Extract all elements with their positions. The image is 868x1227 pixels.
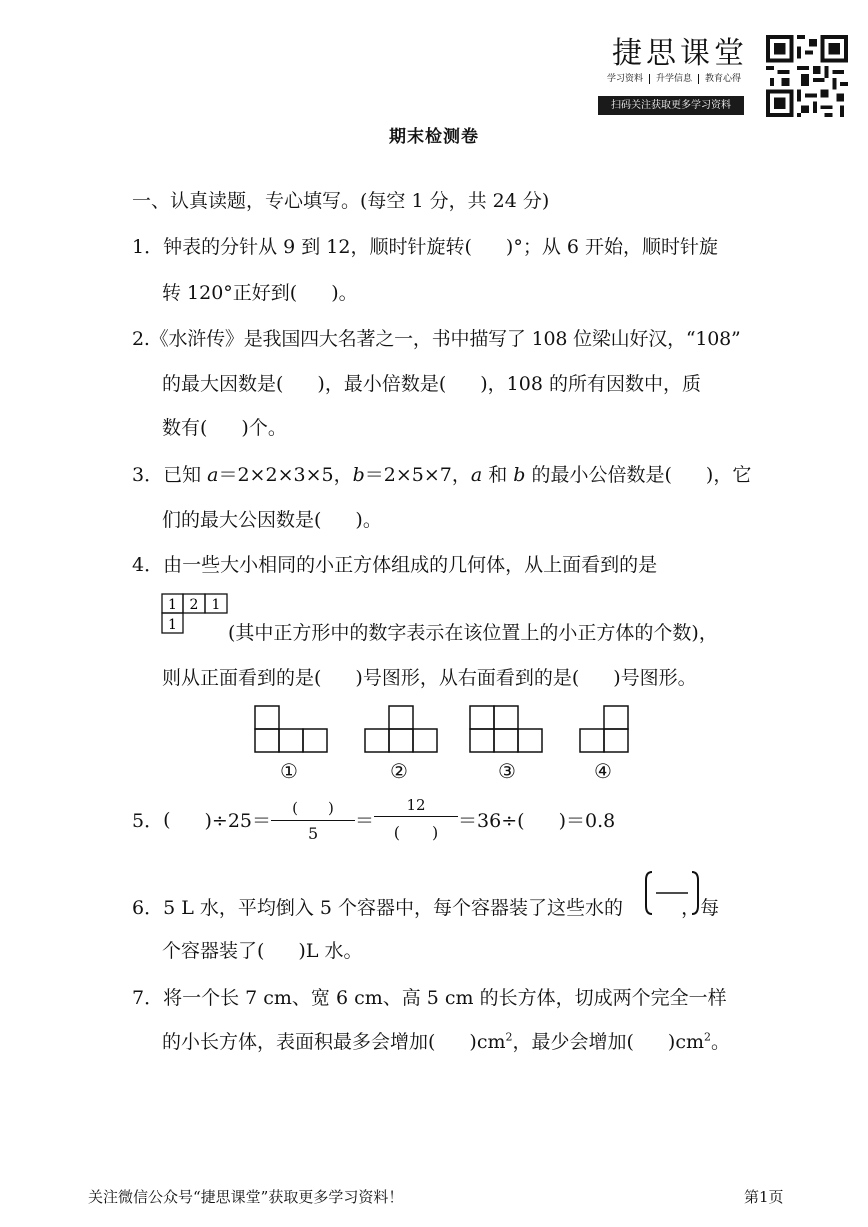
question-4-line-1: [132, 550, 657, 577]
question-text: ＝36÷(: [458, 810, 525, 832]
question-text: )，108 的所有因数中，质: [480, 373, 701, 395]
qr-code-icon: [766, 35, 848, 117]
question-text: 和: [482, 464, 514, 486]
question-6-line-2: [162, 936, 363, 963]
question-text: (: [163, 808, 171, 831]
question-text: )°；从 6 开始，顺时针旋: [505, 236, 718, 258]
question-text: 已知: [163, 464, 208, 486]
superscript: 2: [704, 1030, 711, 1044]
fraction-numerator[interactable]: ( ): [271, 797, 355, 821]
question-text: ，最少会增加(: [512, 1031, 634, 1053]
question-number: 7．: [132, 987, 164, 1009]
question-text: 。: [711, 1031, 731, 1053]
question-number: 3．: [132, 464, 164, 486]
fraction-1: [271, 797, 355, 843]
brand-bar: 扫码关注获取更多学习资料: [598, 96, 744, 115]
variable-a: a: [207, 464, 219, 486]
question-7-line-2: [162, 1027, 730, 1054]
question-2-line-3: [162, 413, 287, 440]
question-text: )，它: [705, 464, 752, 486]
question-text: 们的最大公因数是(: [162, 509, 322, 531]
question-text: )÷25＝: [204, 810, 272, 832]
question-number: 1．: [132, 236, 164, 258]
question-1-line-2: [162, 278, 358, 305]
grid-cell-value: 1: [211, 597, 221, 613]
variable-b: b: [352, 464, 365, 486]
fraction-2: [374, 796, 458, 843]
question-text: )号图形，从右面看到的是(: [355, 667, 580, 689]
figure-label: ④: [594, 759, 612, 783]
question-3-line-2: [162, 505, 382, 532]
question-3-line-1: [132, 460, 751, 487]
top-view-grid: [161, 593, 231, 641]
page-title: 期末检测卷: [389, 127, 479, 147]
grid-cell-value: 1: [168, 597, 177, 613]
grid-cell-value: 1: [168, 617, 177, 633]
question-text: 数有(: [162, 417, 208, 439]
variable-b: b: [513, 464, 526, 486]
fraction-denominator: 5: [307, 823, 319, 843]
question-1-line-1: [132, 232, 718, 259]
question-6-line-1: [132, 893, 719, 920]
question-number: 4．: [132, 554, 164, 576]
section-heading: 一、认真读题，专心填写。(每空 1 分，共 24 分): [132, 190, 550, 212]
question-text: )号图形。: [613, 667, 697, 689]
question-text: )cm: [469, 1031, 506, 1053]
brand-tags: [601, 74, 747, 84]
question-text: )。: [355, 509, 382, 531]
figure-label: ②: [390, 759, 408, 783]
question-text: 《水浒传》是我国四大名著之一，书中描写了 108 位梁山好汉，“108”: [149, 328, 741, 350]
question-text: 转 120°正好到(: [162, 282, 298, 304]
superscript: 2: [505, 1030, 513, 1044]
figure-1: [254, 705, 328, 753]
brand-tag: 教育心得: [705, 74, 742, 84]
question-text: ，每: [681, 897, 720, 919]
question-text: 钟表的分针从 9 到 12，顺时针旋转(: [163, 236, 472, 258]
question-text: ＝2×2×3×5，: [218, 464, 353, 486]
question-text: )个。: [241, 417, 287, 439]
question-text: 的小长方体，表面积最多会增加(: [162, 1031, 436, 1053]
figure-2: [364, 705, 438, 753]
brand-tag: 学习资料: [601, 74, 650, 84]
question-text: 由一些大小相同的小正方体组成的几何体，从上面看到的是: [163, 554, 658, 576]
question-text: )，最小倍数是(: [317, 373, 447, 395]
question-text: )＝0.8: [558, 810, 616, 832]
fraction-denominator[interactable]: ( ): [393, 823, 439, 842]
question-text: 的最小公倍数是(: [525, 464, 672, 486]
figure-label: ③: [498, 759, 516, 783]
question-text: )。: [331, 282, 358, 304]
question-text: )L 水。: [298, 940, 363, 962]
question-5-line: [132, 796, 615, 843]
question-text: 5 L 水，平均倒入 5 个容器中，每个容器装了这些水的: [163, 897, 624, 919]
footer-note: 关注微信公众号“捷思课堂”获取更多学习资料！: [88, 1188, 404, 1206]
figure-4: [579, 705, 629, 753]
question-text: 将一个长 7 cm、宽 6 cm、高 5 cm 的长方体，切成两个完全一样: [163, 987, 727, 1009]
question-text: ＝: [355, 810, 375, 832]
question-4-line-2: (其中正方形中的数字表示在该位置上的小正方体的个数)，: [228, 622, 718, 644]
question-text: 个容器装了(: [162, 940, 265, 962]
grid-cell-value: 2: [189, 597, 199, 613]
question-text: 则从正面看到的是(: [162, 667, 322, 689]
question-text: )cm: [667, 1031, 704, 1053]
page-number: 第1页: [744, 1188, 784, 1206]
question-2-line-1: [132, 324, 741, 351]
brand-logo-text: 捷思课堂: [612, 36, 748, 71]
question-number: 6．: [132, 897, 164, 919]
question-number: 2.: [132, 328, 150, 350]
question-text: 的最大因数是(: [162, 373, 284, 395]
variable-a: a: [470, 464, 483, 486]
question-number: 5．: [132, 810, 164, 832]
question-text: ＝2×5×7，: [364, 464, 471, 486]
question-2-line-2: [162, 369, 701, 396]
figure-3: [469, 705, 543, 753]
fraction-blank[interactable]: [644, 870, 700, 920]
question-4-line-3: [162, 663, 697, 690]
question-7-line-1: [132, 983, 727, 1010]
fraction-numerator: 12: [374, 796, 458, 817]
brand-tag: 升学信息: [650, 74, 699, 84]
figure-label: ①: [280, 759, 298, 783]
